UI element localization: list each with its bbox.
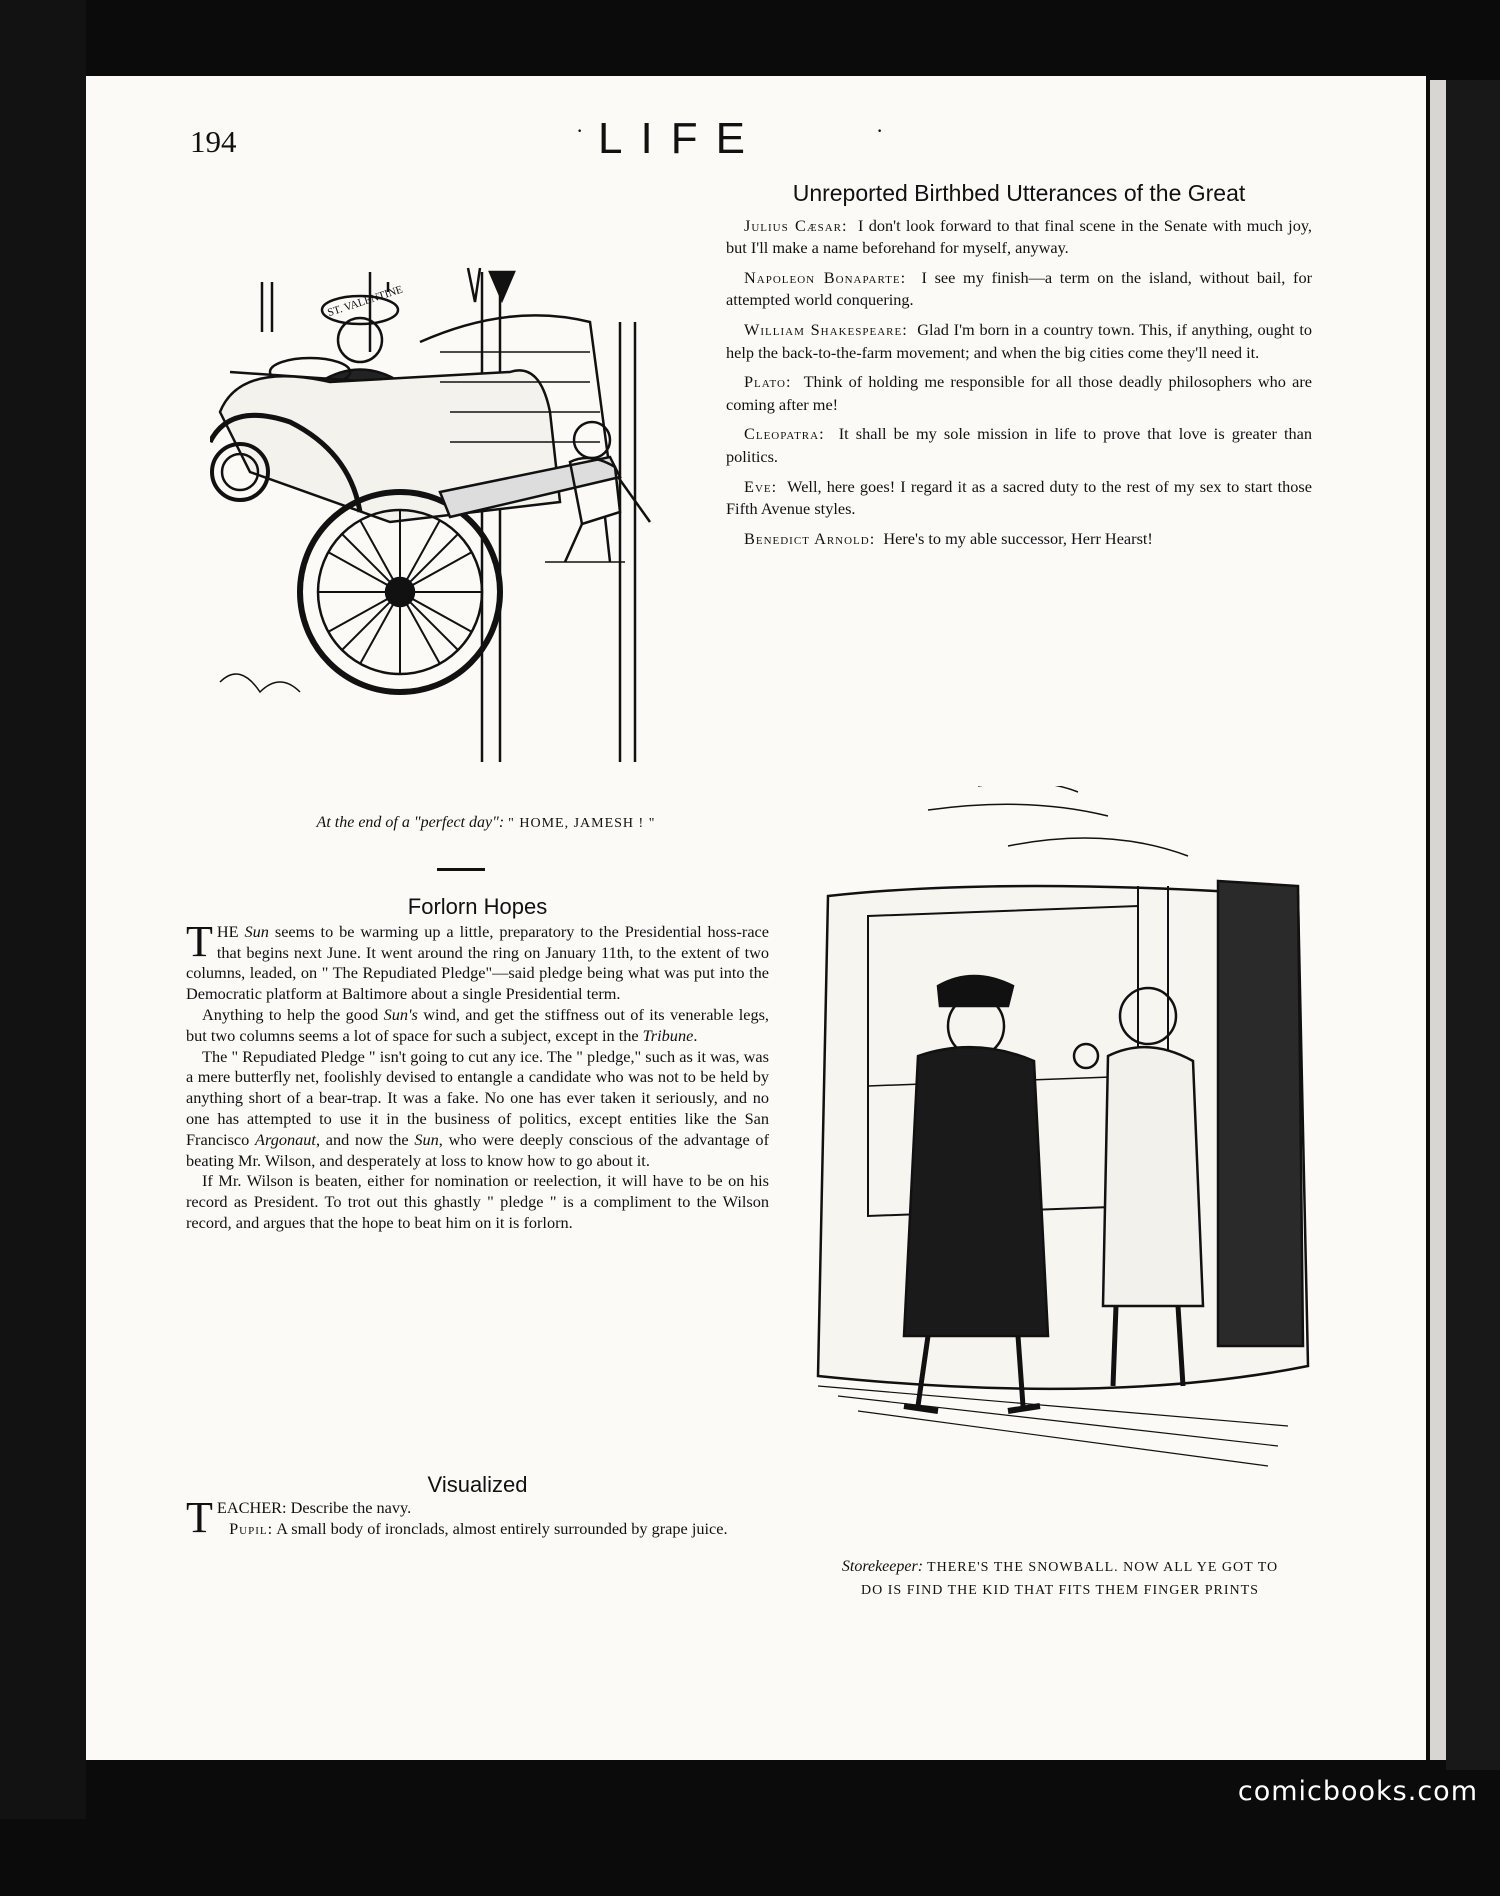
- utterance-text: Here's to my able successor, Herr Hearst!: [883, 528, 1153, 548]
- utterance-speaker: Julius Cæsar:: [744, 215, 848, 235]
- forlorn-paragraph: [186, 1005, 769, 1047]
- scan-border-left: [0, 0, 86, 1819]
- utterance-text: I don't look forward to that final scene in the Senate with much joy, but I'll make a name beforehand for myself, anyway.: [726, 215, 1313, 258]
- teacher-text: Describe the navy.: [286, 1497, 412, 1517]
- utterance-item: [726, 528, 1312, 551]
- storekeeper-cartoon-caption: [800, 1556, 1320, 1602]
- car-cartoon-illustration: [210, 262, 750, 802]
- text-run: wind, and get the stiffness out of its venerable legs, but two columns seems a lot of space for such a subject, except in the: [186, 1004, 769, 1045]
- drop-cap: T: [186, 1492, 213, 1542]
- utterance-text: It shall be my sole mission in life to prove that love is greater than politics.: [726, 424, 1313, 466]
- text-run: Anything to help the good: [202, 1004, 384, 1024]
- caption-speaker: Storekeeper:: [841, 1558, 924, 1575]
- visualized-title: Visualized: [427, 1472, 528, 1497]
- caption-quote: " HOME, JAMESH ! ": [508, 816, 656, 831]
- car-cartoon-caption: [216, 814, 756, 832]
- utterance-speaker: Napoleon Bonaparte:: [744, 267, 907, 287]
- pupil-label: Pupil:: [229, 1518, 274, 1538]
- masthead-title: LIFE: [598, 114, 763, 163]
- text-run: seems to be warming up a little, preparatory to the Presidential hoss-race that begins next June. It went around the ring on January 11th, to the extent of two columns, leaded, on " The Repudiated Pledge"—said pledge being what was put into the Democratic platform at Baltimore about a single Presidential term.: [186, 921, 769, 1004]
- forlorn-paragraph: [186, 916, 769, 1005]
- utterances-article: [726, 182, 1312, 557]
- st-valentine-cap-label: ST. VALENTINE: [326, 283, 405, 320]
- source-watermark: comicbooks.com: [1237, 1776, 1478, 1807]
- drop-cap: T: [186, 916, 213, 966]
- italic-text: Sun: [244, 921, 269, 941]
- utterance-item: [726, 215, 1312, 260]
- utterances-list: [726, 215, 1312, 551]
- utterance-speaker: Cleopatra:: [744, 424, 825, 444]
- visualized-dialogue: [186, 1492, 769, 1542]
- utterance-item: [726, 267, 1312, 312]
- pupil-text: A small body of ironclads, almost entirely surrounded by grape juice.: [273, 1518, 728, 1538]
- utterance-item: [726, 371, 1312, 416]
- masthead-dot-right: ·: [876, 118, 884, 143]
- utterance-text: I see my finish—a term on the island, without bail, for attempted world conquering.: [726, 267, 1313, 310]
- text-run: , who were deeply conscious of the advantage of beating Mr. Wilson, and desperately at loss to know how to go about it.: [186, 1129, 769, 1170]
- utterance-item: [726, 319, 1312, 364]
- utterance-speaker: Plato:: [744, 372, 792, 392]
- utterance-speaker: Eve:: [744, 476, 778, 496]
- utterance-text: Well, here goes! I regard it as a sacred duty to the rest of my sex to start those Fifth Avenue styles.: [726, 476, 1312, 519]
- utterance-item: [726, 476, 1312, 521]
- italic-text: Sun's: [383, 1004, 418, 1024]
- storekeeper-cartoon-illustration: [808, 786, 1328, 1896]
- forlorn-paragraph: [186, 1047, 769, 1172]
- utterance-text: Glad I'm born in a country town. This, if anything, ought to help the back-to-the-farm movement; and when the big cities come they'll need it.: [726, 319, 1312, 362]
- text-run: .: [693, 1025, 698, 1045]
- utterance-item: [726, 423, 1312, 468]
- caption-line-1: THERE'S THE SNOWBALL. NOW ALL YE GOT TO: [927, 1560, 1279, 1575]
- caption-lead: At the end of a "perfect day":: [316, 814, 505, 831]
- italic-text: Sun: [414, 1129, 439, 1149]
- masthead-dot-left: ·: [576, 118, 584, 143]
- page-edge: [1430, 80, 1446, 1760]
- italic-text: Tribune: [642, 1025, 694, 1045]
- scan-border-right: [1446, 80, 1500, 1770]
- visualized-article: [186, 1472, 769, 1542]
- text-run: The " Repudiated Pledge " isn't going to cut any ice. The " pledge," such as it was, was a mere butterfly net, foolishly devised to entangle a candidate who was not to be held by anything short of a bear-trap. It was a fake. No one has ever taken it seriously, and no one has attempted to use it in the business of politics, except entities like the San Francisco: [186, 1046, 769, 1149]
- utterances-title: Unreported Birthbed Utterances of the Great: [792, 180, 1246, 206]
- text-run: HE: [216, 921, 245, 941]
- utterance-text: Think of holding me responsible for all those deadly philosophers who are coming after me!: [726, 372, 1312, 414]
- forlorn-hopes-article: [186, 894, 769, 1234]
- teacher-label: EACHER:: [216, 1497, 287, 1517]
- section-divider-rule: [437, 868, 485, 871]
- page-number: 194: [190, 124, 237, 159]
- italic-text: Argonaut: [255, 1129, 316, 1149]
- forlorn-hopes-title: Forlorn Hopes: [407, 894, 548, 919]
- forlorn-paragraph: If Mr. Wilson is beaten, either for nomination or reelection, it will have to be on his record as President. To trot out this ghastly " pledge " is a compliment to the Wilson record, and argues that the hope to beat him on it is forlorn.: [186, 1171, 769, 1232]
- utterance-speaker: Benedict Arnold:: [744, 528, 876, 548]
- caption-line-2: DO IS FIND THE KID THAT FITS THEM FINGER PRINTS: [861, 1583, 1259, 1598]
- text-run: , and now the: [315, 1129, 415, 1149]
- utterance-speaker: William Shakespeare:: [744, 319, 908, 339]
